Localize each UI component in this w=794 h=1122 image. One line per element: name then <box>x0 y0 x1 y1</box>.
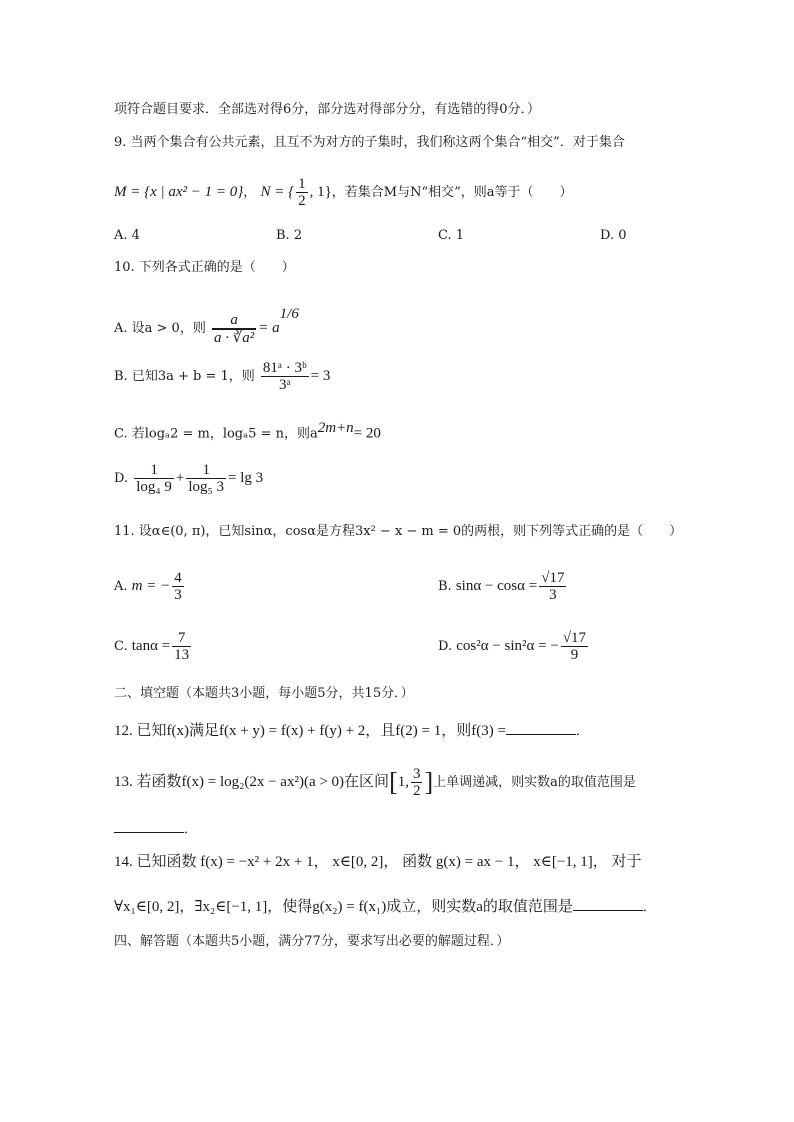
q9-fraction-half: $\frac{1}{2}$ <box>298 176 306 209</box>
q10-option-d: D. $\frac{1}{\text{log₄ 9}}$ + $\frac{1}{\text{log₅ 3}}$ = lg 3 <box>114 462 264 495</box>
q9-set-m: M = {x | ax² − 1 = 0} <box>114 184 244 200</box>
q14-line2: ∀x₁∈[0, 2]，∃x₂∈[−1, 1]，使得g(x₂) = f(x₁)成立，则实数a的取值范围是 ． <box>114 896 656 918</box>
q9-set-n-prefix: N = { <box>260 184 295 200</box>
q13-answer-blank[interactable] <box>114 818 184 833</box>
q9-option-d: D. 0 <box>600 228 627 243</box>
q11-option-b: B. sinα − cosα = $\frac{√17}{3}$ <box>438 570 565 603</box>
q9-option-b: B. 2 <box>276 228 303 243</box>
q13: 13. 若函数f(x) = log₂(2x − ax²)(a > 0)在区间[1, $\frac{3}{2}$ ]上单调递减，则实数a的取值范围是 <box>114 766 636 799</box>
q9-stem: 9. 当两个集合有公共元素，且互不为对方的子集时，我们称这两个集合“相交”．对于集合 <box>114 135 625 150</box>
instructions-tail: 项符合题目要求．全部选对得6分，部分选对得部分分，有选错的得0分．） <box>114 102 541 117</box>
q11-option-d: D. cos²α − sin²α = − $\frac{√17}{9}$ <box>438 630 587 663</box>
q11-option-c: C. tanα = $\frac{7}{13}$ <box>114 630 190 663</box>
q9-condition: ，若集合M与N“相交”，则a等于（ ） <box>331 185 573 200</box>
section-fill-in-heading: 二、填空题（本题共3小题，每小题5分，共15分．） <box>114 686 414 701</box>
q12-answer-blank[interactable] <box>506 720 576 735</box>
q9-option-a: A. 4 <box>114 228 140 243</box>
q10-option-c: C. 若logₐ2 = m，logₐ5 = n，则$a^{2m+n}= 20$ <box>114 420 381 442</box>
q10-option-b: B. 已知3a + b = 1，则 $\frac{\text{81ᵃ · 3ᵇ}}{\text{3ᵃ}}$ = 3 <box>114 360 331 393</box>
q9-set-n-suffix: , 1} <box>309 184 332 200</box>
section-answer-heading: 四、解答题（本题共5小题，满分77分，要求写出必要的解题过程．） <box>114 934 510 949</box>
q9-sets-line: M = {x | ax² − 1 = 0}， N = { $\frac{1}{2}$ , 1}，若集合M与N“相交”，则a等于（ ） <box>114 176 573 209</box>
q12: 12. 已知f(x)满足f(x + y) = f(x) + f(y) + 2，且f(2) = 1，则f(3) = ． <box>114 720 589 742</box>
q9-option-c: C. 1 <box>438 228 465 243</box>
q11-stem: 11. 设α∈(0, π)，已知sinα，cosα是方程3x² − x − m = 0的两根，则下列等式正确的是（ ） <box>114 524 683 539</box>
q10-stem: 10. 下列各式正确的是（ ） <box>114 260 295 275</box>
q14-line1: 14. 已知函数 f(x) = −x² + 2x + 1， x∈[0, 2]， 函数 g(x) = ax − 1， x∈[−1, 1]， 对于 <box>114 854 642 870</box>
q13-answer-line: ． <box>114 818 197 840</box>
q11-option-a: A. m = − $\frac{4}{3}$ <box>114 570 182 603</box>
q14-answer-blank[interactable] <box>573 896 643 911</box>
q10-option-a: A. 设a > 0，则 $\frac{a}{\text{a · ∛a²}}$ = $a^{1/6}$ <box>114 306 299 346</box>
